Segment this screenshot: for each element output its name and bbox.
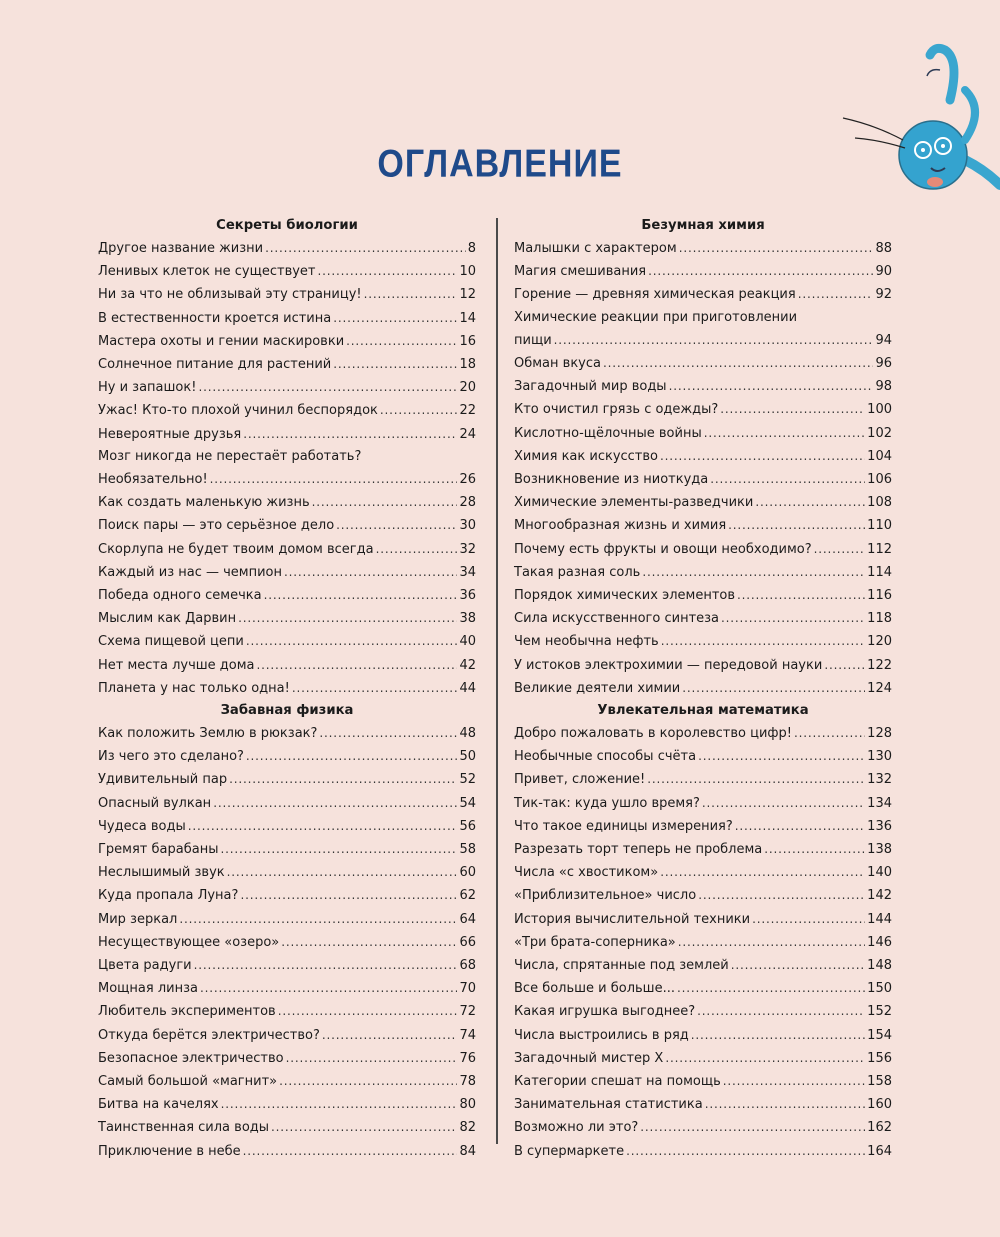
toc-entry[interactable]: Горение — древняя химическая реакция . . . 92 [514, 283, 892, 306]
section-title: Забавная физика [220, 703, 354, 718]
toc-entry[interactable]: Солнечное питание для растений . . . 18 [98, 353, 476, 376]
toc-entry[interactable]: Великие деятели химии . . . 124 [514, 677, 892, 700]
toc-entry[interactable]: Несуществующее «озеро» . . . 66 [98, 931, 476, 954]
toc-entry[interactable]: Разрезать торт теперь не проблема . . . 138 [514, 838, 892, 861]
chemistry-entries [514, 237, 892, 700]
toc-entry[interactable]: Какая игрушка выгоднее? . . . 152 [514, 1000, 892, 1023]
toc-entry[interactable]: Откуда берётся электричество? . . . 74 [98, 1024, 476, 1047]
toc-entry[interactable]: Неслышимый звук . . . 60 [98, 861, 476, 884]
toc-entry[interactable]: Невероятные друзья . . . 24 [98, 423, 476, 446]
toc-entry[interactable]: Куда пропала Луна? . . . 62 [98, 884, 476, 907]
toc-entry[interactable]: Нет места лучше дома . . . 42 [98, 654, 476, 677]
page-title: ОГЛАВЛЕНИЕ [377, 142, 623, 186]
toc-entry[interactable]: Таинственная сила воды . . . 82 [98, 1116, 476, 1139]
toc-entry[interactable]: Ни за что не облизывай эту страницу! . . . 12 [98, 283, 476, 306]
toc-entry[interactable]: Химические реакции при приготовлении пищи . . . 94 [514, 307, 892, 352]
toc-entry[interactable]: Чудеса воды . . . 56 [98, 815, 476, 838]
toc-entry[interactable]: Другое название жизни . . . 8 [98, 237, 476, 260]
toc-entry[interactable]: Категории спешат на помощь . . . 158 [514, 1070, 892, 1093]
section-title: Увлекательная математика [597, 703, 809, 718]
math-entries [514, 722, 892, 1163]
toc-entry[interactable]: Что такое единицы измерения? . . . 136 [514, 815, 892, 838]
toc-entry[interactable]: Занимательная статистика . . . 160 [514, 1093, 892, 1116]
toc-entry[interactable]: Битва на качелях . . . 80 [98, 1093, 476, 1116]
toc-entry[interactable]: Добро пожаловать в королевство цифр! . . . 128 [514, 722, 892, 745]
toc-entry[interactable]: Мыслим как Дарвин . . . 38 [98, 607, 476, 630]
toc-entry[interactable]: У истоков электрохимии — передовой науки . . . 122 [514, 654, 892, 677]
toc-entry[interactable]: «Приблизительное» число . . . 142 [514, 884, 892, 907]
toc-entry[interactable]: Химия как искусство . . . 104 [514, 445, 892, 468]
toc-entry[interactable]: Числа «с хвостиком» . . . 140 [514, 861, 892, 884]
toc-entry[interactable]: Мощная линза . . . 70 [98, 977, 476, 1000]
toc-entry[interactable]: Магия смешивания . . . 90 [514, 260, 892, 283]
toc-entry[interactable]: Числа выстроились в ряд . . . 154 [514, 1024, 892, 1047]
toc-entry[interactable]: Загадочный мистер X . . . 156 [514, 1047, 892, 1070]
toc-entry[interactable]: Удивительный пар . . . 52 [98, 768, 476, 791]
toc-entry[interactable]: Мозг никогда не перестаёт работать? Необязательно! . . . 26 [98, 446, 476, 491]
toc-entry[interactable]: Малышки с характером . . . 88 [514, 237, 892, 260]
toc-entry[interactable]: Как создать маленькую жизнь . . . 28 [98, 491, 476, 514]
toc-entry[interactable]: Как положить Землю в рюкзак? . . . 48 [98, 722, 476, 745]
toc-entry[interactable]: Мастера охоты и гении маскировки . . . 16 [98, 330, 476, 353]
toc-entry[interactable]: Планета у нас только одна! . . . 44 [98, 677, 476, 700]
toc-entry[interactable]: Многообразная жизнь и химия . . . 110 [514, 514, 892, 537]
toc-entry[interactable]: Ужас! Кто-то плохой учинил беспорядок . . . 22 [98, 399, 476, 422]
toc-entry[interactable]: «Три брата-соперника» . . . 146 [514, 931, 892, 954]
toc-entry[interactable]: Скорлупа не будет твоим домом всегда . . . 32 [98, 538, 476, 561]
toc-entry[interactable]: Числа, спрятанные под землей . . . 148 [514, 954, 892, 977]
toc-entry[interactable]: Почему есть фрукты и овощи необходимо? . . . 112 [514, 538, 892, 561]
toc-entry[interactable]: Все больше и больше... . . . 150 [514, 977, 892, 1000]
toc-entry[interactable]: Такая разная соль . . . 114 [514, 561, 892, 584]
toc-entry[interactable]: Кислотно-щёлочные войны . . . 102 [514, 422, 892, 445]
toc-entry[interactable]: Необычные способы счёта . . . 130 [514, 745, 892, 768]
section-title: Секреты биологии [216, 218, 358, 233]
toc-entry[interactable]: Порядок химических элементов . . . 116 [514, 584, 892, 607]
toc-entry[interactable]: Кто очистил грязь с одежды? . . . 100 [514, 398, 892, 421]
section-biology [98, 215, 476, 700]
toc-entry[interactable]: Сила искусственного синтеза . . . 118 [514, 607, 892, 630]
toc-entry[interactable]: Химические элементы-разведчики . . . 108 [514, 491, 892, 514]
toc-entry[interactable]: В супермаркете . . . 164 [514, 1140, 892, 1163]
toc-entry[interactable]: Тик-так: куда ушло время? . . . 134 [514, 792, 892, 815]
toc-entry[interactable]: Каждый из нас — чемпион . . . 34 [98, 561, 476, 584]
toc-entry[interactable]: Загадочный мир воды . . . 98 [514, 375, 892, 398]
toc-entry[interactable]: Из чего это сделано? . . . 50 [98, 745, 476, 768]
toc-entry[interactable]: Безопасное электричество . . . 76 [98, 1047, 476, 1070]
toc-entry[interactable]: Ленивых клеток не существует . . . 10 [98, 260, 476, 283]
toc-entry[interactable]: Возможно ли это? . . . 162 [514, 1116, 892, 1139]
toc-entry[interactable]: Опасный вулкан . . . 54 [98, 792, 476, 815]
toc-entry[interactable]: Любитель экспериментов . . . 72 [98, 1000, 476, 1023]
toc-entry[interactable]: Мир зеркал . . . 64 [98, 908, 476, 931]
toc-entry[interactable]: Чем необычна нефть . . . 120 [514, 630, 892, 653]
toc-entry[interactable]: Схема пищевой цепи . . . 40 [98, 630, 476, 653]
toc-entry[interactable]: В естественности кроется истина . . . 14 [98, 307, 476, 330]
toc-entry[interactable]: Поиск пары — это серьёзное дело . . . 30 [98, 514, 476, 537]
toc-entry[interactable]: Привет, сложение! . . . 132 [514, 768, 892, 791]
toc-entry[interactable]: Ну и запашок! . . . 20 [98, 376, 476, 399]
column-divider [496, 218, 498, 1144]
section-math [514, 700, 892, 1163]
physics-entries [98, 722, 476, 1163]
toc-entry[interactable]: Обман вкуса . . . 96 [514, 352, 892, 375]
toc-entry[interactable]: Самый большой «магнит» . . . 78 [98, 1070, 476, 1093]
section-physics [98, 700, 476, 1163]
toc-entry[interactable]: История вычислительной техники . . . 144 [514, 908, 892, 931]
toc-entry[interactable]: Гремят барабаны . . . 58 [98, 838, 476, 861]
toc-entry[interactable]: Победа одного семечка . . . 36 [98, 584, 476, 607]
biology-entries [98, 237, 476, 700]
toc-entry[interactable]: Приключение в небе . . . 84 [98, 1140, 476, 1163]
section-chemistry [514, 215, 892, 700]
toc-entry[interactable]: Цвета радуги . . . 68 [98, 954, 476, 977]
toc-entry[interactable]: Возникновение из ниоткуда . . . 106 [514, 468, 892, 491]
section-title: Безумная химия [641, 218, 765, 233]
